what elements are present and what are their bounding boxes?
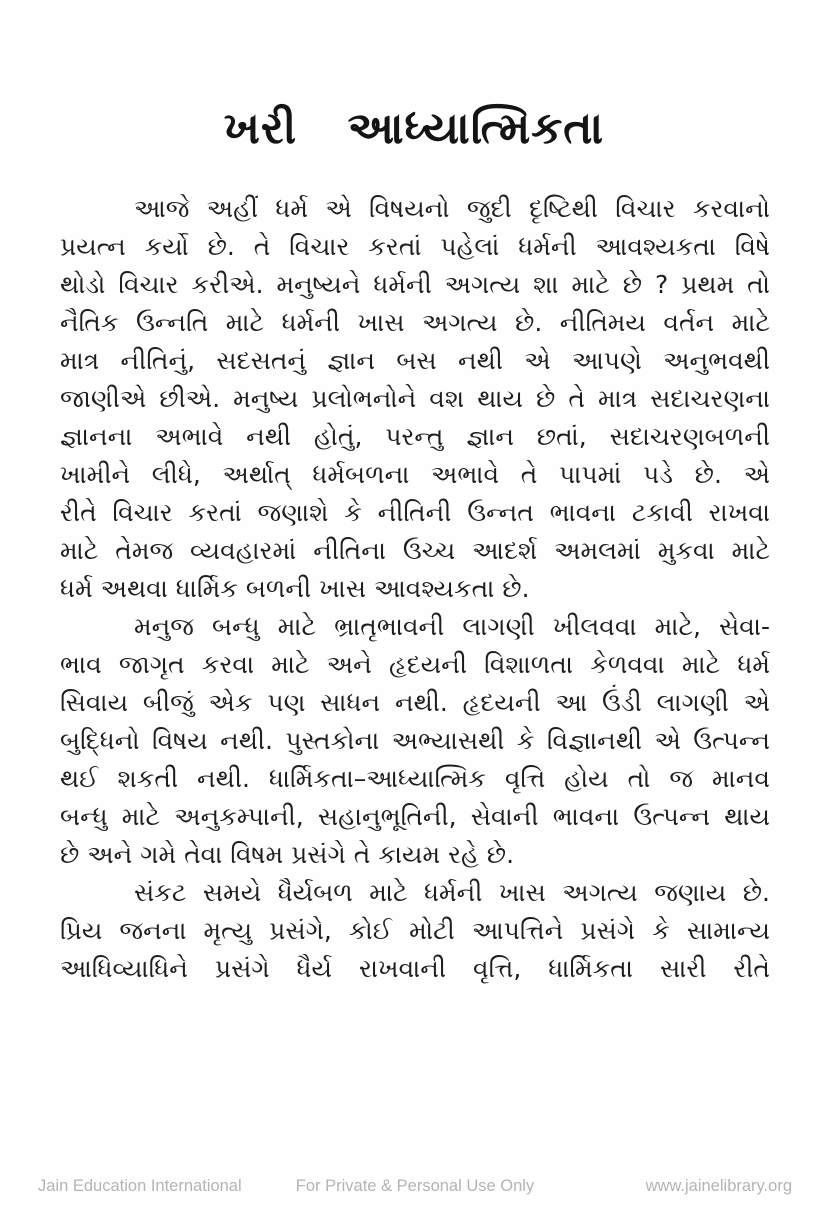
text-line: બન્ધુ માટે અનુકમ્પાની, સહાનુભૂતિની, સેવાની ભાવના ઉત્પન્ન થાય bbox=[60, 802, 770, 831]
text-line: પ્રયત્ન કર્યો છે. તે વિચાર કરતાં પહેલાં ધર્મની આવશ્યકતા વિષે bbox=[60, 232, 770, 261]
text-line: સંકટ સમયે ધૈર્યબળ માટે ધર્મની ખાસ અગત્ય જણાય છે. bbox=[134, 878, 770, 907]
text-line: થોડો વિચાર કરીએ. મનુષ્યને ધર્મની અગત્ય શા માટે છે ? પ્રથમ તો bbox=[60, 270, 770, 299]
paragraph bbox=[60, 608, 770, 874]
text-line: છે અને ગમે તેવા વિષમ પ્રસંગે તે કાયમ રહે છે. bbox=[60, 840, 515, 869]
footer-website-text: www.jainelibrary.org bbox=[645, 1177, 792, 1195]
page-footer bbox=[38, 1174, 792, 1196]
text-line: પ્રિય જનના મૃત્યુ પ્રસંગે, કોઈ મોટી આપત્તિને પ્રસંગે કે સામાન્ય bbox=[60, 916, 770, 945]
text-line: બુદ્ધિનો વિષય નથી. પુસ્તકોના અભ્યાસથી કે વિજ્ઞાનથી એ ઉત્પન્ન bbox=[60, 726, 770, 755]
text-body bbox=[60, 190, 770, 988]
text-line: મનુજ બન્ધુ માટે ભ્રાતૃભાવની લાગણી ખીલવવા માટે, સેવા- bbox=[134, 612, 770, 641]
text-line: માટે તેમજ વ્યવહારમાં નીતિના ઉચ્ચ આદર્શ અમલમાં મુકવા માટે bbox=[60, 536, 770, 565]
text-line: જ્ઞાનના અભાવે નથી હોતું, પરન્તુ જ્ઞાન છતાં, સદાચરણબળની bbox=[60, 422, 770, 451]
text-line: રીતે વિચાર કરતાં જણાશે કે નીતિની ઉન્નત ભાવના ટકાવી રાખવા bbox=[60, 498, 770, 527]
text-line: સિવાય બીજું એક પણ સાધન નથી. હૃદયની આ ઉંડી લાગણી એ bbox=[60, 688, 770, 717]
paragraph bbox=[60, 190, 770, 608]
text-line: થઈ શકતી નથી. ધાર્મિકતા–આધ્યાત્મિક વૃત્તિ હોય તો જ માનવ bbox=[60, 764, 770, 793]
text-line: આધિવ્યાધિને પ્રસંગે ધૈર્ય રાખવાની વૃત્તિ, ધાર્મિકતા સારી રીતે bbox=[60, 954, 770, 983]
text-line: ખામીને લીધે, અર્થાત્ ધર્મબળના અભાવે તે પાપમાં પડે છે. એ bbox=[60, 460, 770, 489]
text-line: જાણીએ છીએ. મનુષ્ય પ્રલોભનોને વશ થાય છે તે માત્ર સદાચરણના bbox=[60, 384, 770, 413]
text-line: આજે અહીં ધર્મ એ વિષયનો જુદી દૃષ્ટિથી વિચાર કરવાનો bbox=[134, 194, 770, 223]
footer-usage-notice-text: For Private & Personal Use Only bbox=[295, 1177, 535, 1195]
text-line: માત્ર નીતિનું, સદસતનું જ્ઞાન બસ નથી એ આપણે અનુભવથી bbox=[60, 346, 770, 375]
text-line: ભાવ જાગૃત કરવા માટે અને હૃદયની વિશાળતા કેળવવા માટે ધર્મ bbox=[60, 650, 770, 679]
page-title: ખરી આધ્યાત્મિકતા bbox=[223, 103, 605, 154]
footer-publisher-text: Jain Education International bbox=[38, 1177, 242, 1195]
text-line: નૈતિક ઉન્નતિ માટે ધર્મની ખાસ અગત્ય છે. નીતિમય વર્તન માટે bbox=[60, 308, 770, 337]
text-line: ધર્મ અથવા ધાર્મિક બળની ખાસ આવશ્યકતા છે. bbox=[60, 574, 530, 603]
paragraph bbox=[60, 874, 770, 988]
